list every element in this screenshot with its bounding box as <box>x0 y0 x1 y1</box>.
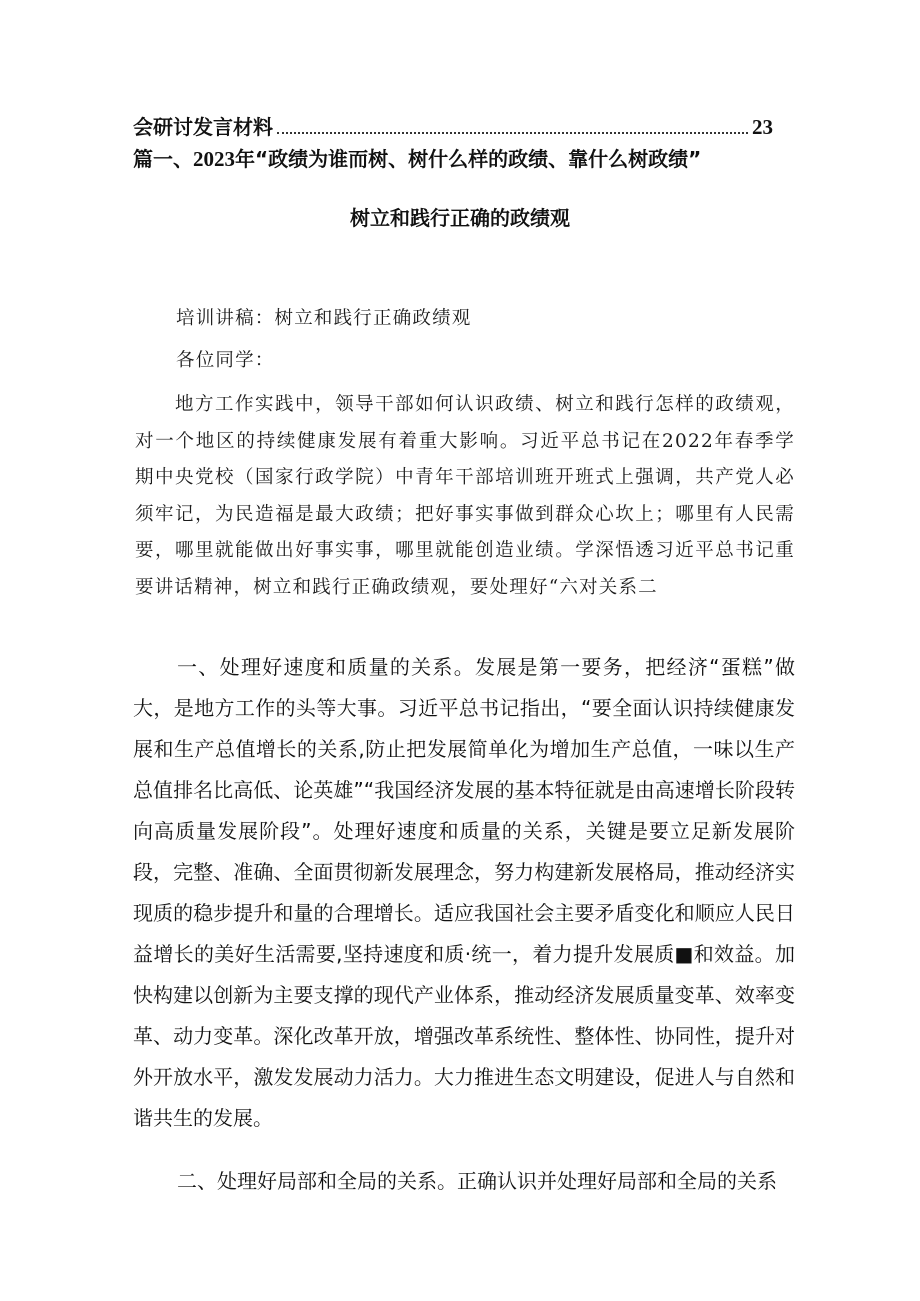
chapter-prefix: 篇一、 <box>133 147 193 171</box>
chapter-year: 2023 <box>193 147 235 171</box>
training-title: 培训讲稿：树立和践行正确政绩观 <box>176 308 472 329</box>
toc-page-number: 23 <box>752 115 773 139</box>
toc-entry[interactable] <box>133 112 773 140</box>
toc-entry-text: 会研讨发言材料 <box>133 115 273 139</box>
chapter-title-rest: 年“政绩为谁而树、树什么样的政绩、靠什么树政绩” <box>235 147 702 171</box>
intro-paragraph: 地方工作实践中，领导干部如何认识政绩、树立和践行怎样的政绩观，对一个地区的持续健康发展有着重大影响。习近平总书记在2022年春季学期中央党校（国家行政学院）中青年干部培训班开班式上强调，共产党人必须牢记，为民造福是最大政绩；把好事实事做到群众心坎上；哪里有人民需要，哪里就能做出好事实事，哪里就能创造业绩。学深悟透习近平总书记重要讲话精神，树立和践行正确政绩观，要处理好“六对关系二 <box>135 394 795 598</box>
chapter-subtitle: 树立和践行正确的政绩观 <box>350 206 570 230</box>
chapter-title <box>133 144 833 174</box>
section-one-paragraph: 一、处理好速度和质量的关系。发展是第一要务，把经济“蛋糕”做大，是地方工作的头等大事。习近平总书记指出，“要全面认识持续健康发展和生产总值增长的关系,防止把发展简单化为增加生产总值，一味以生产总值排名比高低、论英雄”“我国经济发展的基本特征就是由高速增长阶段转向高质量发展阶段”。处理好速度和质量的关系，关键是要立足新发展阶段，完整、准确、全面贯彻新发展理念，努力构建新发展格局，推动经济实现质的稳步提升和量的合理增长。适应我国社会主要矛盾变化和顺应人民日益增长的美好生活需要,坚持速度和质·统一，着力提升发展质■和效益。加快构建以创新为主要支撑的现代产业体系，推动经济发展质量变革、效率变革、动力变革。深化改革开放，增强改革系统性、整体性、协同性，提升对外开放水平，激发发展动力活力。大力推进生态文明建设，促进人与自然和谐共生的发展。 <box>133 655 795 1130</box>
toc-leader-dots <box>277 131 748 134</box>
greeting: 各位同学： <box>176 350 275 371</box>
section-two-paragraph: 二、处理好局部和全局的关系。正确认识并处理好局部和全局的关系 <box>177 1169 777 1193</box>
